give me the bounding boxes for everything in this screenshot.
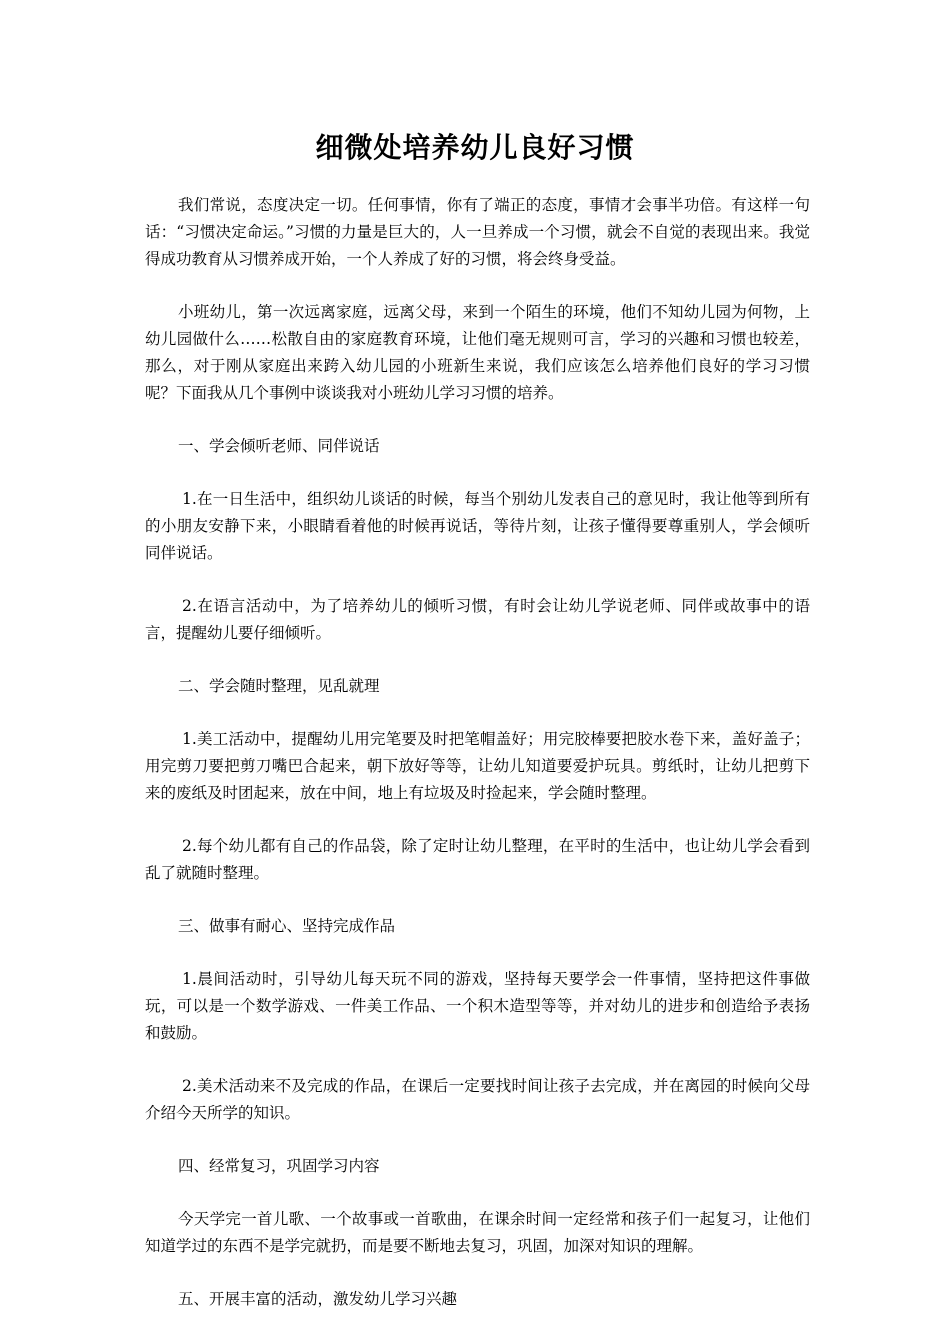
section-2-item-1: 1.美工活动中，提醒幼儿用完笔要及时把笔帽盖好；用完胶棒要把胶水卷下来，盖好盖子；用完剪刀要把剪刀嘴巴合起来，朝下放好等等，让幼儿知道要爱护玩具。剪纸时，让幼儿把剪下来的废纸及时团起来，放在中间，地上有垃圾及时捡起来，学会随时整理。 — [145, 730, 810, 802]
section-1-item-2: 2.在语言活动中，为了培养幼儿的倾听习惯，有时会让幼儿学说老师、同伴或故事中的语言，提醒幼儿要仔细倾听。 — [145, 597, 810, 642]
paragraph-intro: 我们常说，态度决定一切。任何事情，你有了端正的态度，事情才会事半功倍。有这样一句话：“习惯决定命运。”习惯的力量是巨大的，人一旦养成一个习惯，就会不自觉的表现出来。我觉得成功教育从习惯养成开始，一个人养成了好的习惯，将会终身受益。 — [145, 196, 810, 268]
section-heading-5: 五、开展丰富的活动，激发幼儿学习兴趣 — [178, 1290, 458, 1308]
document-title: 细微处培养幼儿良好习惯 — [315, 131, 635, 164]
document-body — [145, 192, 810, 1339]
section-3-item-1: 1.晨间活动时，引导幼儿每天玩不同的游戏，坚持每天要学会一件事情，坚持把这件事做玩，可以是一个数学游戏、一件美工作品、一个积木造型等等，并对幼儿的进步和创造给予表扬和鼓励。 — [145, 970, 810, 1042]
section-heading-3: 三、做事有耐心、坚持完成作品 — [178, 917, 396, 935]
paragraph-background: 小班幼儿，第一次远离家庭，远离父母，来到一个陌生的环境，他们不知幼儿园为何物，上幼儿园做什么……松散自由的家庭教育环境，让他们毫无规则可言，学习的兴趣和习惯也较差，那么，对于刚从家庭出来跨入幼儿园的小班新生来说，我们应该怎么培养他们良好的学习习惯呢？下面我从几个事例中谈谈我对小班幼儿学习习惯的培养。 — [145, 303, 810, 402]
section-3-item-2: 2.美术活动来不及完成的作品，在课后一定要找时间让孩子去完成，并在离园的时候向父母介绍今天所学的知识。 — [145, 1077, 810, 1122]
section-heading-4: 四、经常复习，巩固学习内容 — [178, 1157, 380, 1175]
section-heading-1: 一、学会倾听老师、同伴说话 — [178, 437, 380, 455]
section-1-item-1: 1.在一日生活中，组织幼儿谈话的时候，每当个别幼儿发表自己的意见时，我让他等到所有的小朋友安静下来，小眼睛看着他的时候再说话，等待片刻，让孩子懂得要尊重别人，学会倾听同伴说话。 — [145, 490, 810, 562]
section-4-paragraph: 今天学完一首儿歌、一个故事或一首歌曲，在课余时间一定经常和孩子们一起复习，让他们知道学过的东西不是学完就扔，而是要不断地去复习，巩固，加深对知识的理解。 — [145, 1210, 810, 1255]
section-heading-2: 二、学会随时整理，见乱就理 — [178, 677, 380, 695]
section-2-item-2: 2.每个幼儿都有自己的作品袋，除了定时让幼儿整理，在平时的生活中，也让幼儿学会看到乱了就随时整理。 — [145, 837, 810, 882]
